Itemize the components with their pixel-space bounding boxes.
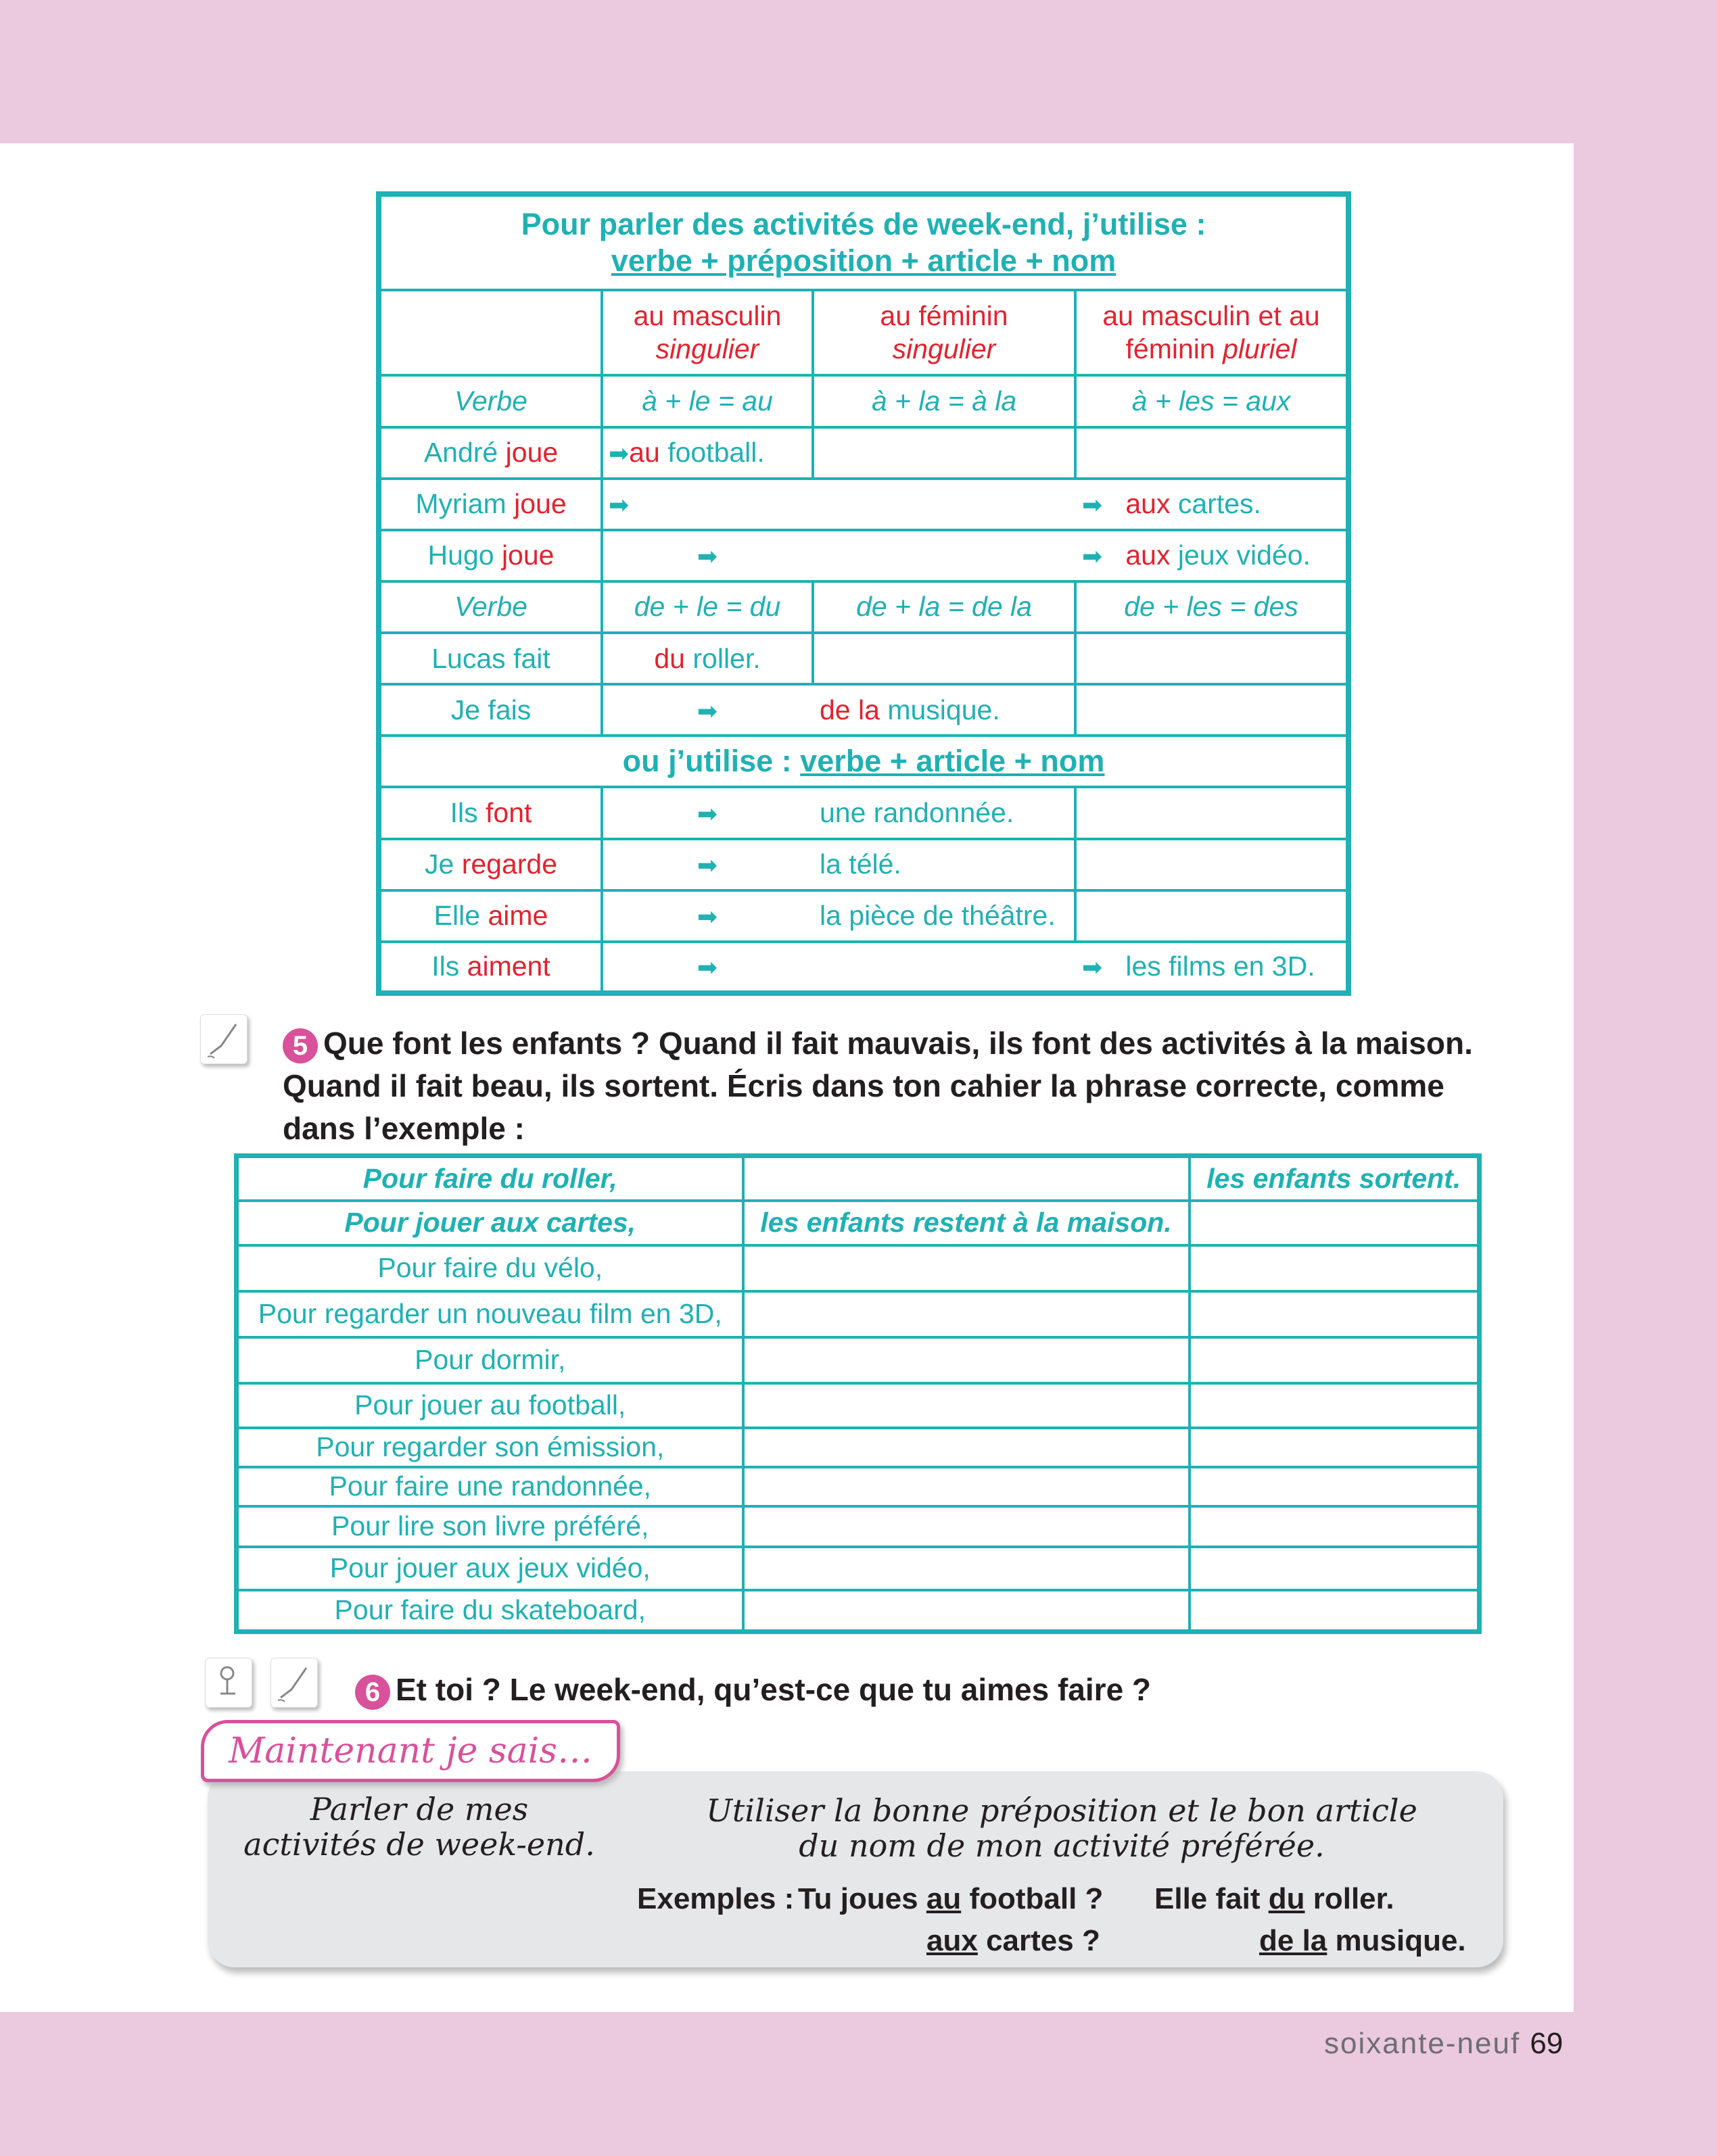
row-lucas-subject: Lucas fait	[379, 633, 602, 684]
example-row-1-start: Pour faire du roller,	[237, 1156, 743, 1201]
row-jefais-answer: de la musique.	[813, 684, 1075, 736]
row-hugo-arrow	[602, 530, 813, 581]
table-row-prompt: Pour dormir,	[237, 1337, 743, 1383]
table-row-prompt: Pour regarder un nouveau film en 3D,	[237, 1291, 743, 1337]
empty-cell	[813, 427, 1075, 479]
answer-cell	[743, 1291, 1190, 1337]
row-elle-aime-answer: la pièce de théâtre.	[813, 890, 1075, 942]
exercise-number-badge: 5	[283, 1028, 318, 1063]
row-ils-font-answer: une randonnée.	[813, 787, 1075, 838]
page-number: 69	[1530, 2027, 1563, 2060]
arrow-cell	[602, 890, 813, 942]
row-andre-subject: André joue	[379, 427, 602, 479]
rule-a-le: à + le = au	[602, 375, 813, 427]
table-row-prompt: Pour faire du vélo,	[237, 1245, 743, 1291]
table-row-prompt: Pour jouer aux jeux vidéo,	[237, 1547, 743, 1590]
speaking-icon	[205, 1658, 252, 1708]
arrow-icon: ➡	[609, 439, 630, 468]
exercise-5-instruction: 5 Que font les enfants ? Quand il fait mauvais, ils font des activités à la maison. Quand il fait beau, ils sortent. Écris dans ton cahier la phrase correcte, comme dans l’exemple :	[283, 1026, 1473, 1146]
row-jefais-subject: Je fais	[379, 684, 602, 736]
rule-a-la: à + la = à la	[813, 375, 1075, 427]
row-ils-aiment-subject: Ils aiment	[379, 942, 602, 993]
grammar-formula: verbe + préposition + article + nom	[611, 243, 1116, 279]
empty-cell	[1075, 839, 1348, 890]
row-je-regarde-answer: la télé.	[813, 839, 1075, 890]
answer-cell	[743, 1383, 1190, 1428]
exercise-5-table	[234, 1153, 1482, 1634]
empty-cell	[1075, 787, 1348, 838]
arrow-cell	[602, 839, 813, 890]
verbe-label-2: Verbe	[379, 581, 602, 633]
arrow-icon: ➡	[1082, 542, 1103, 571]
page-footer	[1324, 2027, 1563, 2061]
rule-de-le: de + le = du	[602, 581, 813, 633]
pencil-icon	[200, 1014, 248, 1064]
empty-cell	[1075, 684, 1348, 736]
empty-header-cell	[379, 290, 602, 375]
arrow-cell	[602, 942, 813, 993]
answer-cell	[743, 1156, 1190, 1201]
answer-cell	[743, 1506, 1190, 1547]
recap-right: Utiliser la bonne préposition et le bon article du nom de mon activité préférée.	[706, 1792, 1417, 1864]
exercise-number-badge: 6	[355, 1675, 390, 1710]
arrow-icon: ➡	[697, 696, 718, 725]
row-ils-aiment-answer: ➡ les films en 3D.	[1075, 942, 1348, 993]
example-row-2-in: les enfants restent à la maison.	[743, 1201, 1190, 1245]
rule-de-la: de + la = de la	[813, 581, 1075, 633]
row-myriam-answer: ➡ aux cartes.	[1075, 479, 1348, 530]
recap-examples: Exemples : Tu joues au football ? Elle fait du roller. aux cartes ? de la musique.	[637, 1882, 1466, 1957]
arrow-icon: ➡	[609, 491, 630, 519]
answer-cell	[1190, 1428, 1480, 1467]
row-elle-aime-subject: Elle aime	[379, 890, 602, 942]
grammar-table	[376, 191, 1351, 996]
rule-de-les: de + les = des	[1075, 581, 1348, 633]
example-row-2-start: Pour jouer aux cartes,	[237, 1201, 743, 1245]
empty-cell	[813, 942, 1075, 993]
recap-banner: Maintenant je sais…	[201, 1720, 620, 1782]
answer-cell	[1190, 1383, 1480, 1428]
row-jefais-arrow	[602, 684, 813, 736]
arrow-icon: ➡	[1082, 953, 1103, 982]
example-row-1-out: les enfants sortent.	[1190, 1156, 1480, 1201]
table-row-prompt: Pour lire son livre préféré,	[237, 1506, 743, 1547]
answer-cell	[1190, 1245, 1480, 1291]
empty-cell	[1075, 890, 1348, 942]
arrow-cell	[602, 787, 813, 838]
empty-cell	[813, 633, 1075, 684]
arrow-icon: ➡	[697, 542, 718, 571]
row-je-regarde-subject: Je regarde	[379, 839, 602, 890]
arrow-icon: ➡	[697, 953, 718, 982]
recap-left: Parler de mes activités de week-end.	[243, 1791, 595, 1863]
arrow-icon: ➡	[697, 799, 718, 828]
rule-a-les: à + les = aux	[1075, 375, 1348, 427]
pencil-icon	[271, 1658, 318, 1708]
row-hugo-answer: ➡ aux jeux vidéo.	[1075, 530, 1348, 581]
arrow-icon: ➡	[697, 851, 718, 880]
row-andre-answer: ➡au football.	[602, 427, 813, 479]
answer-cell	[1190, 1337, 1480, 1383]
exercise-6-instruction: 6 Et toi ? Le week-end, qu’est-ce que tu aimes faire ?	[355, 1669, 1437, 1711]
table-row-prompt: Pour faire du skateboard,	[237, 1590, 743, 1632]
answer-cell	[1190, 1201, 1480, 1245]
answer-cell	[1190, 1291, 1480, 1337]
table-row-prompt: Pour faire une randonnée,	[237, 1467, 743, 1506]
answer-cell	[1190, 1506, 1480, 1547]
answer-cell	[743, 1467, 1190, 1506]
or-heading: ou j’utilise : verbe + article + nom	[379, 736, 1348, 787]
answer-cell	[1190, 1547, 1480, 1590]
arrow-icon: ➡	[1082, 491, 1103, 519]
grammar-title: Pour parler des activités de week-end, j’utilise :	[521, 207, 1206, 242]
arrow-icon: ➡	[697, 903, 718, 931]
row-hugo-subject: Hugo joue	[379, 530, 602, 581]
table-row-prompt: Pour regarder son émission,	[237, 1428, 743, 1467]
row-myriam-arrow	[602, 479, 813, 530]
row-ils-font-subject: Ils font	[379, 787, 602, 838]
empty-cell	[1075, 633, 1348, 684]
header-masc: au masculin singulier	[602, 290, 813, 375]
answer-cell	[1190, 1467, 1480, 1506]
answer-cell	[743, 1428, 1190, 1467]
page-number-words: soixante-neuf	[1324, 2027, 1521, 2060]
header-plural: au masculin et au féminin pluriel	[1075, 290, 1348, 375]
empty-cell	[1075, 427, 1348, 479]
empty-cell	[813, 479, 1075, 530]
empty-cell	[813, 530, 1075, 581]
answer-cell	[743, 1337, 1190, 1383]
answer-cell	[743, 1590, 1190, 1632]
answer-cell	[1190, 1590, 1480, 1632]
answer-cell	[743, 1547, 1190, 1590]
answer-cell	[743, 1245, 1190, 1291]
row-lucas-answer: du roller.	[602, 633, 813, 684]
header-fem: au féminin singulier	[813, 290, 1075, 375]
verbe-label: Verbe	[379, 375, 602, 427]
row-myriam-subject: Myriam joue	[379, 479, 602, 530]
table-row-prompt: Pour jouer au football,	[237, 1383, 743, 1428]
grammar-title-cell	[379, 194, 1348, 290]
